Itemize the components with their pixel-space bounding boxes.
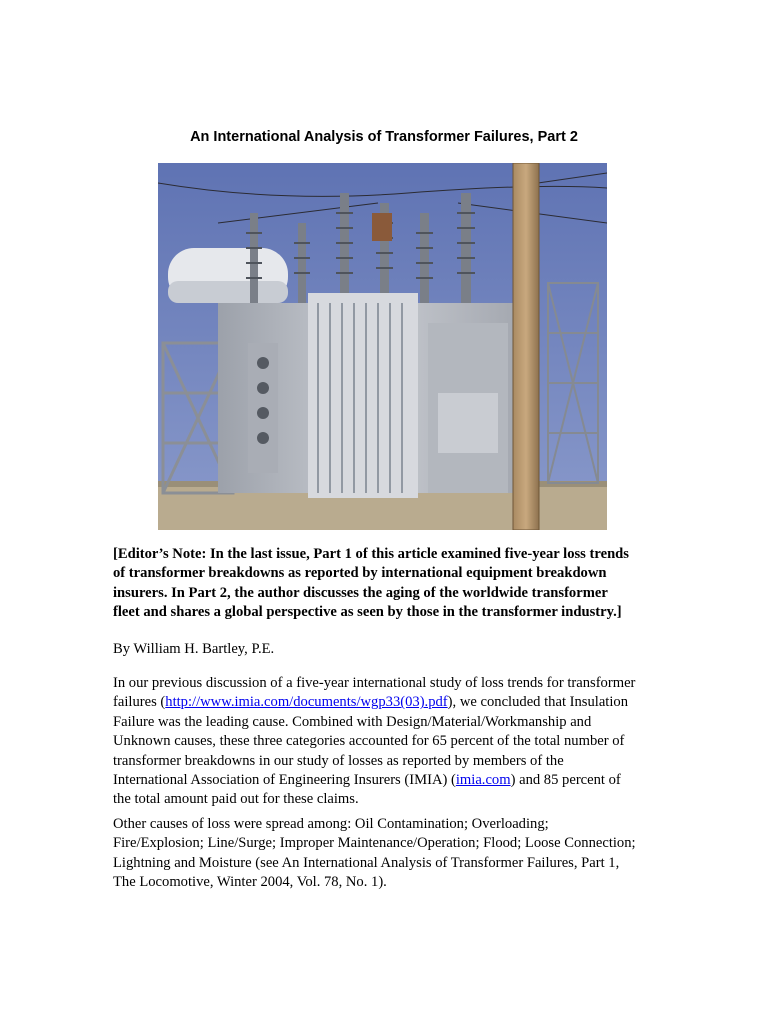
imia-home-link[interactable]: imia.com (455, 772, 511, 789)
paragraph-line (113, 771, 658, 790)
transformer-photo (158, 163, 607, 530)
paragraph-line (113, 693, 658, 712)
paragraph-text: ) and 85 percent of (510, 772, 621, 789)
editors-note-line: [Editor’s Note: In the last issue, Part 1 of this article examined five-year loss trends (113, 546, 629, 562)
paragraph-line: The Locomotive, Winter 2004, Vol. 78, No. 1). (113, 874, 387, 891)
paragraph-line: Fire/Explosion; Line/Surge; Improper Maintenance/Operation; Flood; Loose Connection; (113, 835, 636, 852)
editors-note (113, 545, 658, 623)
paragraph-line: the total amount paid out for these claims. (113, 791, 359, 808)
article-title: An International Analysis of Transformer Failures, Part 2 (190, 129, 578, 145)
editors-note-line: of transformer breakdowns as reported by international equipment breakdown (113, 565, 607, 582)
paragraph-line: Other causes of loss were spread among: Oil Contamination; Overloading; (113, 816, 549, 832)
paragraph-other-causes (113, 815, 658, 893)
paragraph-text: International Association of Engineering Insurers (IMIA) ( (113, 772, 456, 789)
paragraph-line: Failure was the leading cause. Combined with Design/Material/Workmanship and (113, 713, 592, 730)
author-byline: By William H. Bartley, P.E. (113, 641, 275, 657)
paragraph-text: failures ( (113, 694, 166, 711)
paragraph-text: ), we concluded that Insulation (447, 694, 629, 711)
paragraph-line: transformer breakdowns in our study of losses as reported by members of the (113, 752, 564, 769)
editors-note-line: insurers. In Part 2, the author discusses the aging of the worldwide transformer (113, 584, 608, 601)
paragraph-previous-discussion (113, 674, 658, 810)
imia-report-link[interactable]: http://www.imia.com/documents/wgp33(03).pdf (165, 694, 448, 711)
paragraph-line: Lightning and Moisture (see An International Analysis of Transformer Failures, Part 1, (113, 854, 620, 871)
editors-note-line: fleet and shares a global perspective as seen by those in the transformer industry.] (113, 604, 622, 621)
paragraph-line: In our previous discussion of a five-year international study of loss trends for transformer (113, 675, 636, 691)
paragraph-line: Unknown causes, these three categories accounted for 65 percent of the total number of (113, 733, 625, 750)
